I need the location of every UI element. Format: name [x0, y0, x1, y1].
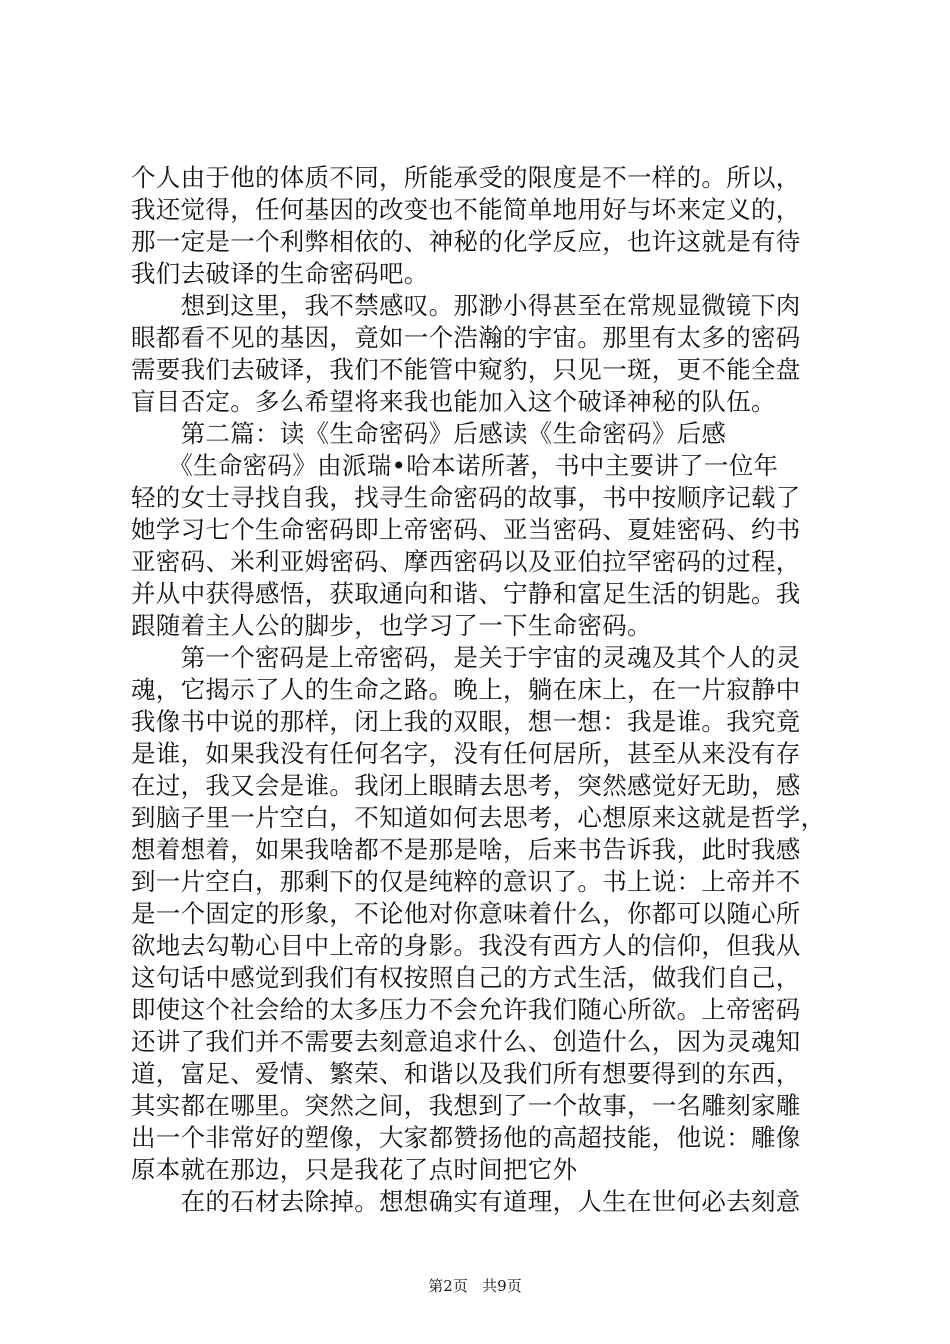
text-line: 还讲了我们并不需要去刻意追求什么、创造什么，因为灵魂知: [131, 1027, 801, 1056]
text-line: 她学习七个生命密码即上帝密码、亚当密码、夏娃密码、约书: [131, 515, 801, 544]
text-line: 第一个密码是上帝密码，是关于宇宙的灵魂及其个人的灵: [131, 643, 801, 672]
text-line: 想到这里，我不禁感叹。那渺小得甚至在常规显微镜下肉: [131, 291, 801, 320]
total-pages: 共9页: [482, 1277, 522, 1295]
text-line: 想着想着，如果我啥都不是那是啥，后来书告诉我，此时我感: [131, 835, 801, 864]
text-line: 其实都在哪里。突然之间，我想到了一个故事，一名雕刻家雕: [131, 1091, 801, 1120]
text-line: 这句话中感觉到我们有权按照自己的方式生活，做我们自己，: [131, 963, 801, 992]
text-line: 道，富足、爱情、繁荣、和谐以及我们所有想要得到的东西，: [131, 1059, 801, 1088]
current-page-number: 第2页: [428, 1277, 468, 1295]
text-line: 我还觉得，任何基因的改变也不能简单地用好与坏来定义的，: [131, 195, 801, 224]
body-text: [131, 162, 831, 1218]
section-heading: 第二篇：读《生命密码》后感读《生命密码》后感: [131, 419, 727, 448]
text-line: 《生命密码》由派瑞•哈本诺所著，书中主要讲了一位年: [131, 451, 779, 480]
text-line: 需要我们去破译，我们不能管中窥豹，只见一斑，更不能全盘: [131, 355, 801, 384]
text-line: 个人由于他的体质不同，所能承受的限度是不一样的。所以，: [131, 163, 801, 192]
text-line: 盲目否定。多么希望将来我也能加入这个破译神秘的队伍。: [131, 387, 776, 416]
text-line: 跟随着主人公的脚步，也学习了一下生命密码。: [131, 611, 652, 640]
text-line: 是一个固定的形象，不论他对你意味着什么，你都可以随心所: [131, 899, 801, 928]
text-line: 即使这个社会给的太多压力不会允许我们随心所欲。上帝密码: [131, 995, 801, 1024]
text-line: 魂，它揭示了人的生命之路。晚上，躺在床上，在一片寂静中: [131, 675, 801, 704]
text-line: 并从中获得感悟，获取通向和谐、宁静和富足生活的钥匙。我: [131, 579, 801, 608]
text-line: 轻的女士寻找自我，找寻生命密码的故事，书中按顺序记载了: [131, 483, 801, 512]
text-line: 我像书中说的那样，闭上我的双眼，想一想：我是谁。我究竟: [131, 707, 801, 736]
text-line: 到一片空白，那剩下的仅是纯粹的意识了。书上说：上帝并不: [131, 867, 801, 896]
text-line: 是谁，如果我没有任何名字，没有任何居所，甚至从来没有存: [131, 739, 801, 768]
text-line: 在过，我又会是谁。我闭上眼睛去思考，突然感觉好无助，感: [131, 771, 801, 800]
text-line: 亚密码、米利亚姆密码、摩西密码以及亚伯拉罕密码的过程，: [131, 547, 801, 576]
text-line: 那一定是一个利弊相依的、神秘的化学反应，也许这就是有待: [131, 227, 801, 256]
page-footer: [0, 1276, 950, 1296]
text-line: 欲地去勾勒心目中上帝的身影。我没有西方人的信仰，但我从: [131, 931, 801, 960]
text-line: 原本就在那边，只是我花了点时间把它外: [131, 1155, 578, 1184]
footer-separator: [473, 1277, 478, 1295]
text-line: 在的石材去除掉。想想确实有道理，人生在世何必去刻意: [131, 1187, 801, 1216]
text-line: 眼都看不见的基因，竟如一个浩瀚的宇宙。那里有太多的密码: [131, 323, 801, 352]
text-line: 到脑子里一片空白，不知道如何去思考，心想原来这就是哲学，: [131, 803, 826, 832]
text-line: 出一个非常好的塑像，大家都赞扬他的高超技能，他说：雕像: [131, 1123, 801, 1152]
text-line: 我们去破译的生命密码吧。: [131, 259, 429, 288]
